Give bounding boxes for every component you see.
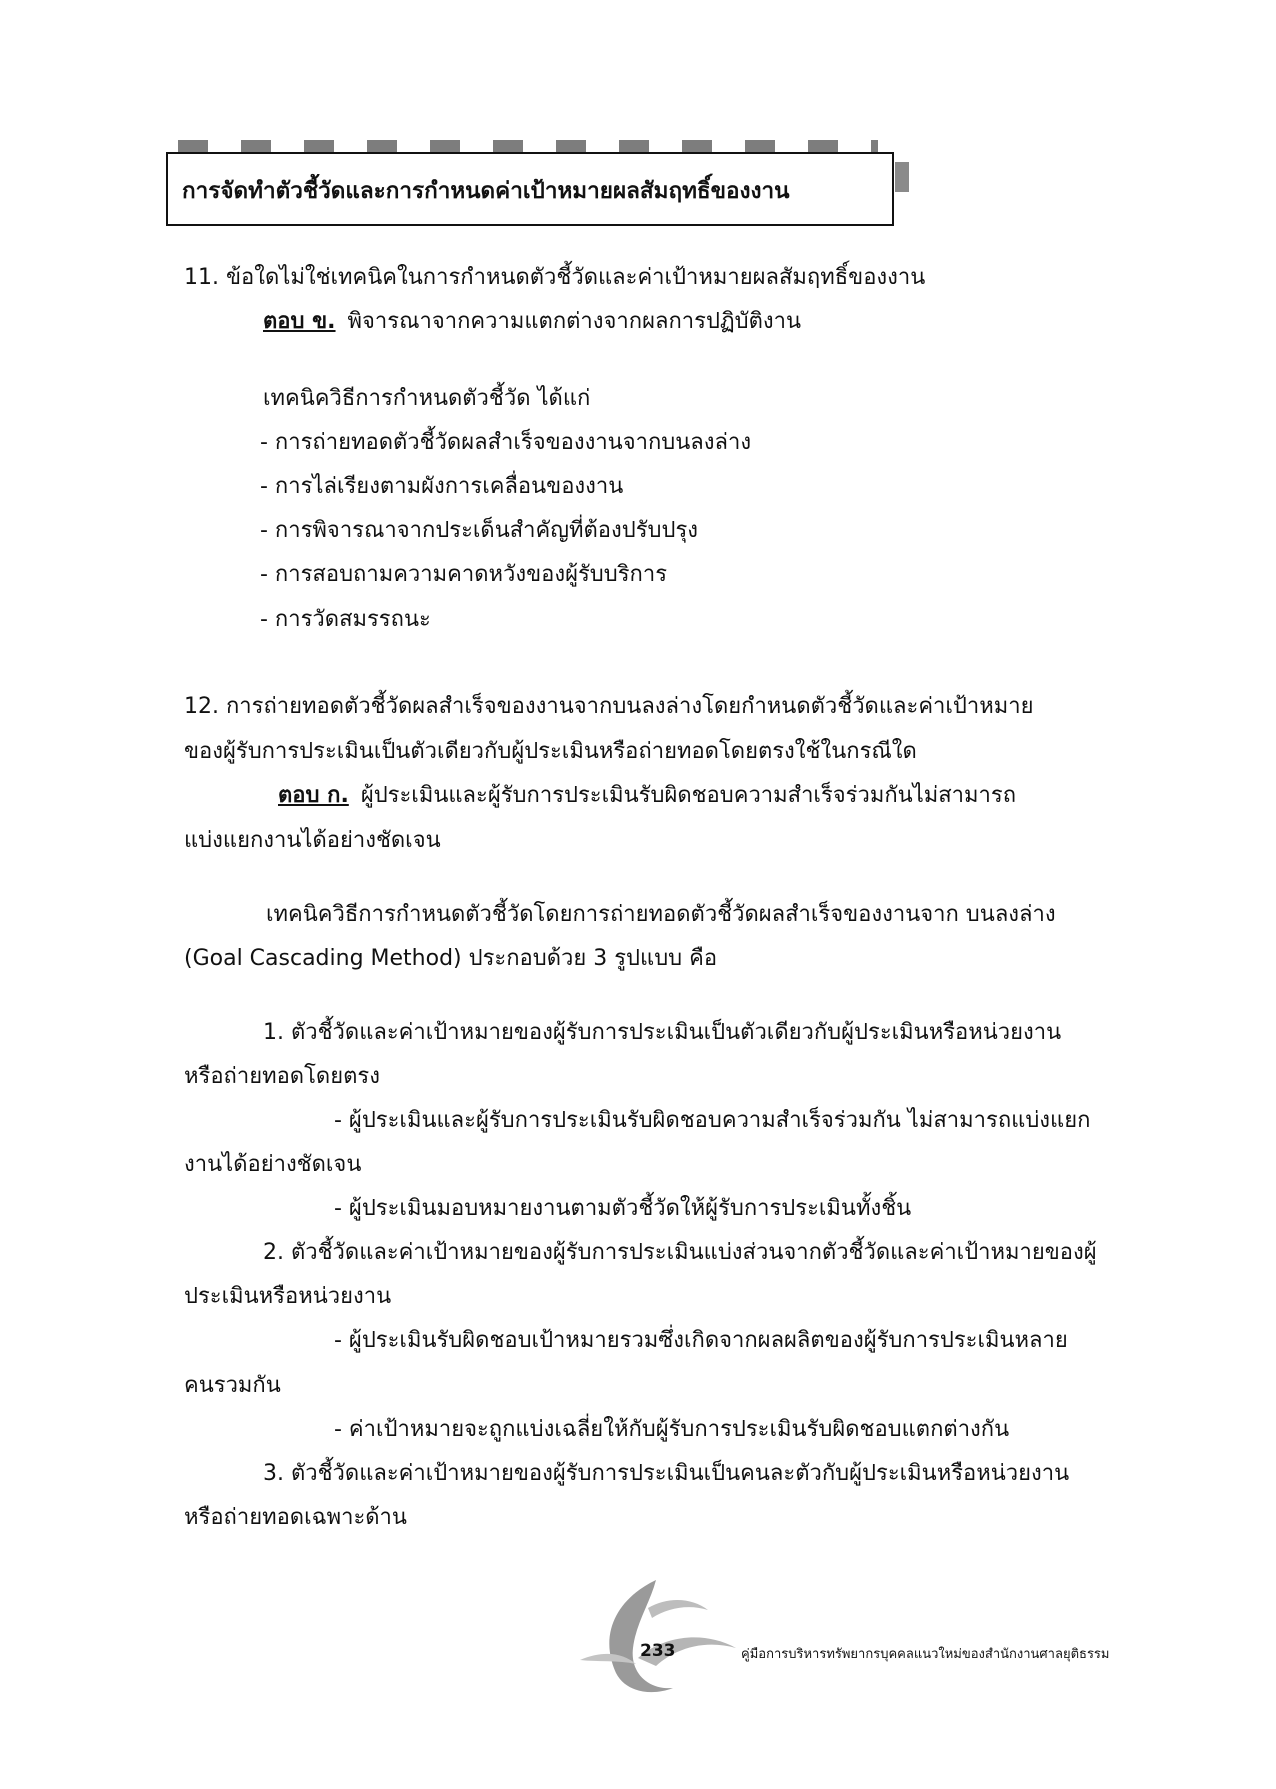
q11-answer-label: ตอบ ข. (263, 309, 336, 334)
q11-bullet: - การวัดสมรรถนะ (260, 607, 431, 632)
form-1-title-cont: หรือถ่ายทอดโดยตรง (184, 1064, 380, 1089)
section-title: การจัดทำตัวชี้วัดและการกำหนดค่าเป้าหมายผลสัมฤทธิ์ของงาน (182, 178, 790, 204)
q12-method-line2: (Goal Cascading Method) ประกอบด้วย 3 รูปแบบ คือ (184, 946, 718, 971)
q11-bullet: - การไล่เรียงตามผังการเคลื่อนของงาน (260, 474, 624, 499)
q12-question-line2: ของผู้รับการประเมินเป็นตัวเดียวกับผู้ประเมินหรือถ่ายทอดโดยตรงใช้ในกรณีใด (184, 739, 917, 764)
footer-swirl-logo (578, 1578, 738, 1698)
q12-answer-text: ผู้ประเมินและผู้รับการประเมินรับผิดชอบความสำเร็จร่วมกันไม่สามารถ (360, 783, 1017, 808)
form-1-point-2: - ผู้ประเมินมอบหมายงานตามตัวชี้วัดให้ผู้รับการประเมินทั้งชิ้น (334, 1196, 912, 1221)
form-1-point-1-cont: งานได้อย่างชัดเจน (184, 1152, 362, 1177)
section-header-box (166, 152, 894, 226)
q11-bullet: - การถ่ายทอดตัวชี้วัดผลสำเร็จของงานจากบนลงล่าง (260, 430, 752, 455)
form-2-title-cont: ประเมินหรือหน่วยงาน (184, 1284, 392, 1309)
q11-explain-intro: เทคนิควิธีการกำหนดตัวชี้วัด ได้แก่ (263, 386, 591, 411)
q11-answer (263, 307, 801, 337)
q11-bullet: - การสอบถามความคาดหวังของผู้รับบริการ (260, 562, 668, 587)
form-2-point-2: - ค่าเป้าหมายจะถูกแบ่งเฉลี่ยให้กับผู้รับการประเมินรับผิดชอบแตกต่างกัน (334, 1417, 1010, 1442)
q11-question: 11. ข้อใดไม่ใช่เทคนิคในการกำหนดตัวชี้วัดและค่าเป้าหมายผลสัมฤทธิ์ของงาน (184, 265, 926, 290)
q12-question-line1: 12. การถ่ายทอดตัวชี้วัดผลสำเร็จของงานจากบนลงล่างโดยกำหนดตัวชี้วัดและค่าเป้าหมาย (184, 694, 1034, 719)
q12-answer-label: ตอบ ก. (278, 783, 349, 808)
form-1-title: 1. ตัวชี้วัดและค่าเป้าหมายของผู้รับการประเมินเป็นตัวเดียวกับผู้ประเมินหรือหน่วยงาน (263, 1020, 1062, 1045)
q11-answer-text: พิจารณาจากความแตกต่างจากผลการปฏิบัติงาน (347, 309, 802, 334)
q12-method-line1: เทคนิควิธีการกำหนดตัวชี้วัดโดยการถ่ายทอดตัวชี้วัดผลสำเร็จของงานจาก บนลงล่าง (266, 902, 1056, 927)
form-2-title: 2. ตัวชี้วัดและค่าเป้าหมายของผู้รับการประเมินแบ่งส่วนจากตัวชี้วัดและค่าเป้าหมายของผู้ (263, 1240, 1097, 1265)
page-number: 233 (640, 1641, 676, 1661)
footer-book-title: คู่มือการบริหารทรัพยากรบุคคลแนวใหม่ของสำนักงานศาลยุติธรรม (741, 1647, 1110, 1662)
form-2-point-1-cont: คนรวมกัน (184, 1373, 281, 1398)
form-1-point-1: - ผู้ประเมินและผู้รับการประเมินรับผิดชอบความสำเร็จร่วมกัน ไม่สามารถแบ่งแยก (334, 1108, 1091, 1133)
form-3-title: 3. ตัวชี้วัดและค่าเป้าหมายของผู้รับการประเมินเป็นคนละตัวกับผู้ประเมินหรือหน่วยงาน (263, 1461, 1070, 1486)
form-2-point-1: - ผู้ประเมินรับผิดชอบเป้าหมายรวมซึ่งเกิดจากผลผลิตของผู้รับการประเมินหลาย (334, 1328, 1068, 1353)
q11-bullet: - การพิจารณาจากประเด็นสำคัญที่ต้องปรับปรุง (260, 518, 699, 543)
q12-answer-cont: แบ่งแยกงานได้อย่างชัดเจน (184, 828, 441, 853)
header-shadow (895, 162, 909, 192)
form-3-title-cont: หรือถ่ายทอดเฉพาะด้าน (184, 1505, 407, 1530)
q12-answer (278, 781, 1016, 811)
